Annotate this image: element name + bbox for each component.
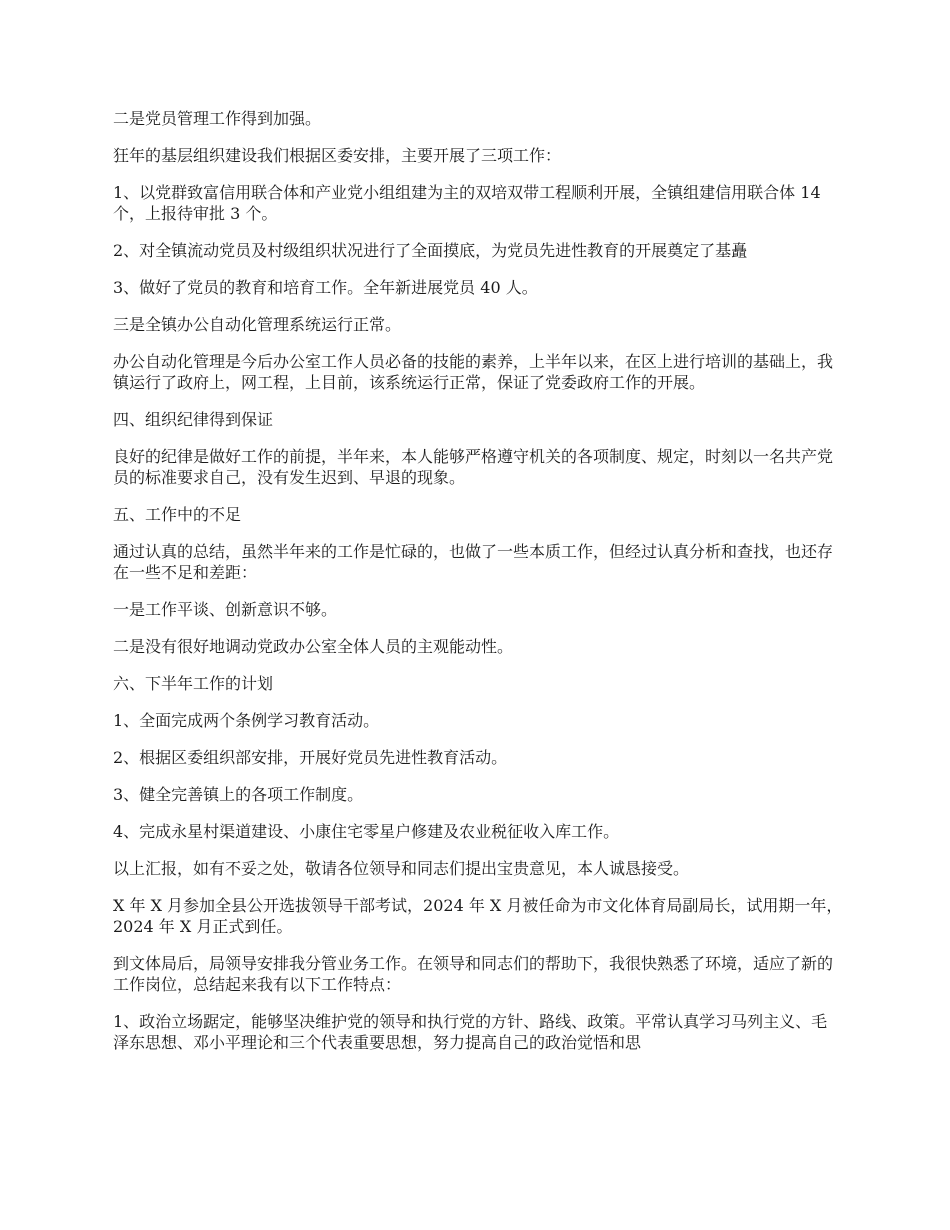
- paragraph: 以上汇报，如有不妥之处，敬请各位领导和同志们提出宝贵意见，本人诚恳接受。: [113, 859, 690, 878]
- paragraph: 良好的纪律是做好工作的前提，半年来，本人能够严格遵守机关的各项制度、规定，时刻以一名共产党员的标准要求自己，没有发生迟到、早退的现象。: [113, 447, 834, 487]
- paragraph: 1、以党群致富信用联合体和产业党小组组建为主的双培双带工程顺利开展，全镇组建信用联合体 14 个，上报待审批 3 个。: [113, 183, 821, 223]
- paragraph: 三是全镇办公自动化管理系统运行正常。: [113, 315, 402, 334]
- paragraph: 狂年的基层组织建设我们根据区委安排，主要开展了三项工作：: [113, 146, 562, 165]
- paragraph: 通过认真的总结，虽然半年来的工作是忙碌的，也做了一些本质工作，但经过认真分析和查找，也还存在一些不足和差距：: [113, 542, 834, 582]
- list-item: 4、完成永星村渠道建设、小康住宅零星户修建及农业税征收入库工作。: [113, 822, 620, 841]
- section-heading: 四、组织纪律得到保证: [113, 410, 274, 429]
- paragraph: X 年 X 月参加全县公开选拔领导干部考试，2024 年 X 月被任命为市文化体育局副局长，试用期一年，2024 年 X 月正式到任。: [113, 896, 843, 936]
- document-body: [113, 108, 843, 1069]
- paragraph: 办公自动化管理是今后办公室工作人员必备的技能的素养，上半年以来，在区上进行培训的基础上，我镇运行了政府上，网工程，上目前，该系统运行正常，保证了党委政府工作的开展。: [113, 352, 834, 392]
- paragraph: 到文体局后，局领导安排我分管业务工作。在领导和同志们的帮助下，我很快熟悉了环境，适应了新的工作岗位，总结起来我有以下工作特点：: [113, 954, 834, 994]
- list-item: 2、根据区委组织部安排，开展好党员先进性教育活动。: [113, 748, 508, 767]
- list-item: 1、全面完成两个条例学习教育活动。: [113, 711, 380, 730]
- list-item: 3、健全完善镇上的各项工作制度。: [113, 785, 364, 804]
- paragraph: 3、做好了党员的教育和培育工作。全年新进展党员 40 人。: [113, 278, 538, 297]
- paragraph: 2、对全镇流动党员及村级组织状况进行了全面摸底，为党员先进性教育的开展奠定了基矗: [113, 241, 748, 260]
- paragraph: 一是工作平谈、创新意识不够。: [113, 600, 338, 619]
- paragraph: 1、政治立场踞定，能够坚决维护党的领导和执行党的方针、路线、政策。平常认真学习马列主义、毛泽东思想、邓小平理论和三个代表重要思想，努力提高自己的政治觉悟和思: [113, 1012, 828, 1052]
- paragraph: 二是没有很好地调动党政办公室全体人员的主观能动性。: [113, 637, 514, 656]
- section-heading: 六、下半年工作的计划: [113, 674, 274, 693]
- section-heading: 五、工作中的不足: [113, 505, 242, 524]
- paragraph: 二是党员管理工作得到加强。: [113, 109, 322, 128]
